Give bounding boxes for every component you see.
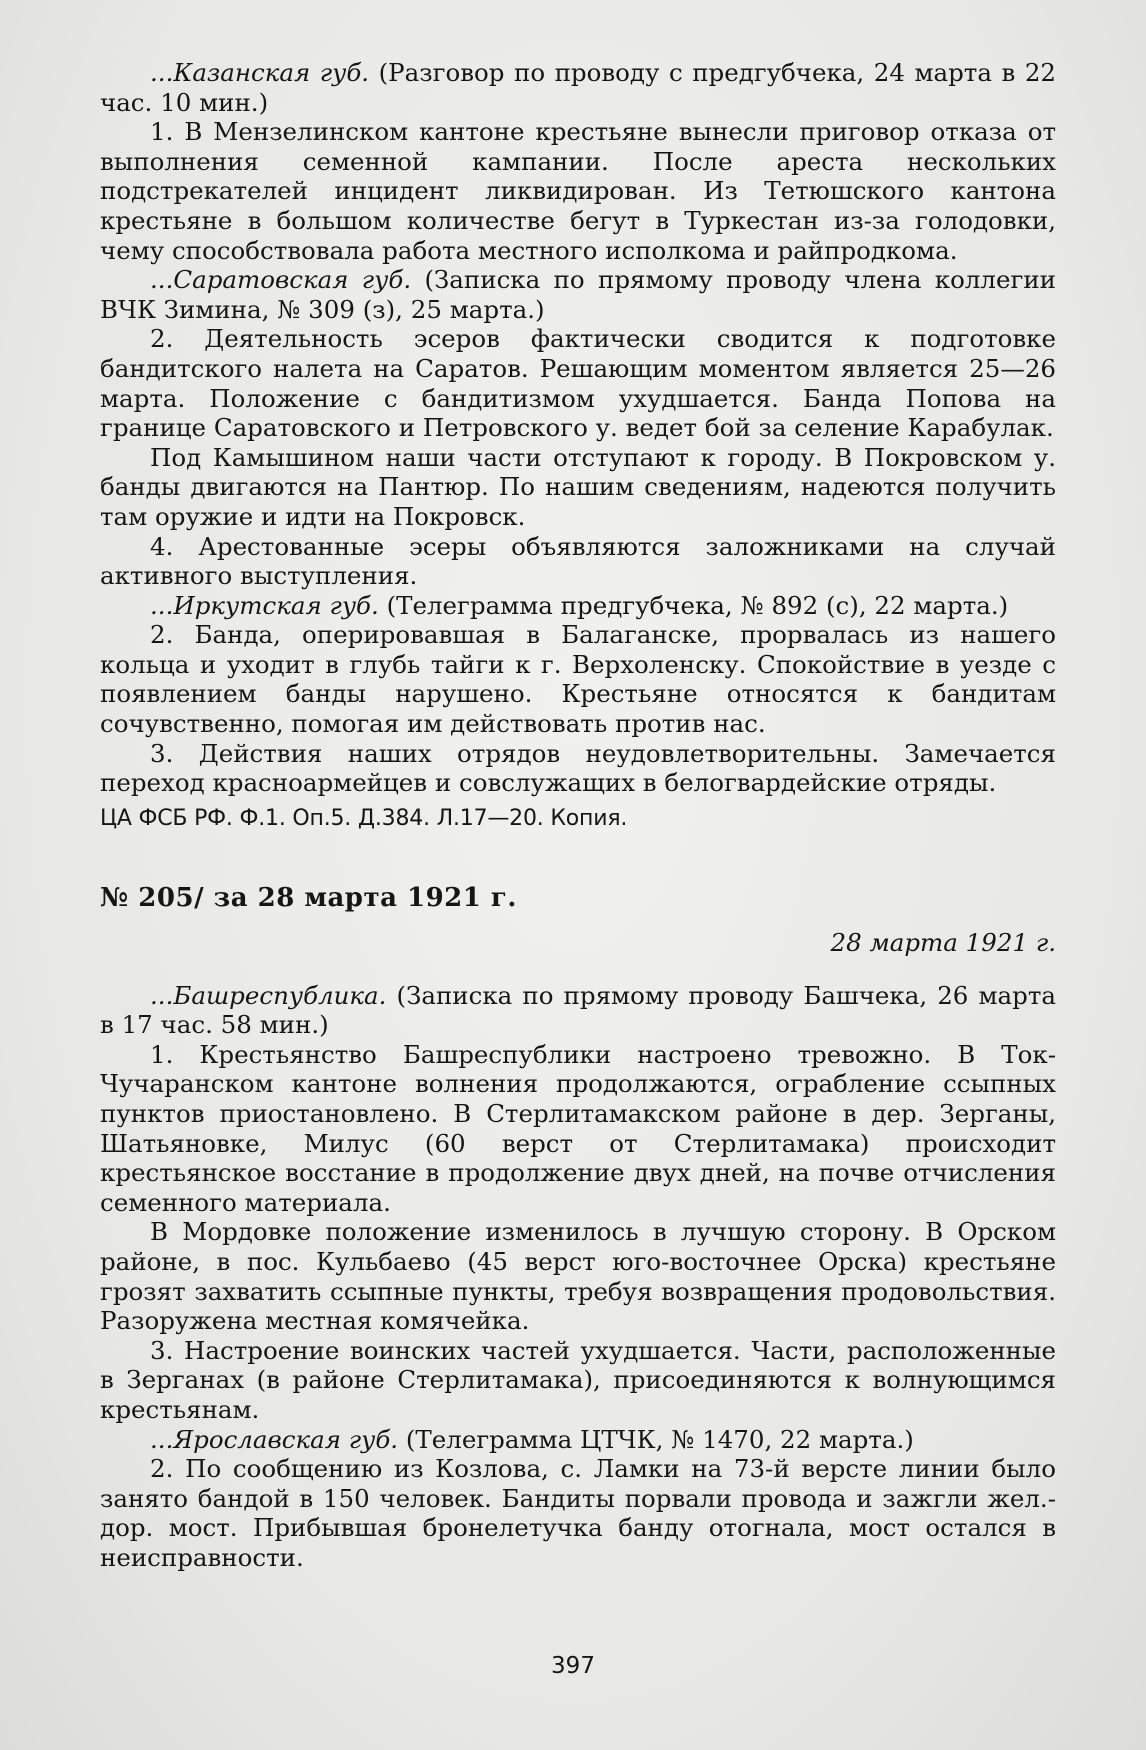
region-name: ...Казанская губ. <box>150 58 370 87</box>
lead-details: (Разговор по проводу с предгубчека, 24 марта в 22 час. 10 мин.) <box>100 58 1056 117</box>
region-name: ...Саратовская губ. <box>150 265 412 295</box>
bashrep-lead <box>100 981 1056 1040</box>
paragraph: 3. Действия наших отрядов неудовлетворительны. Замечается переход красноармейцев и совслужащих в белогвардейские отряды. <box>100 738 1056 798</box>
region-name: ...Ярославская губ. <box>150 1424 399 1454</box>
yaroslavl-lead <box>100 1425 1056 1455</box>
archive-source: ЦА ФСБ РФ. Ф.1. Оп.5. Д.384. Л.17—20. Копия. <box>100 805 628 831</box>
paragraph: Под Камышином наши части отступают к городу. В Покровском у. банды двигаются на Пантюр. По нашим сведениям, надеются получить там оружие и идти на Покровск. <box>100 442 1056 531</box>
saratov-lead <box>100 265 1056 324</box>
page-number: 397 <box>551 1653 595 1679</box>
lead-details: (Записка по прямому проводу Башчека, 26 марта в 17 час. 58 мин.) <box>100 980 1056 1040</box>
document-body <box>100 58 1056 1573</box>
document-date: 28 марта 1921 г. <box>830 928 1056 958</box>
document-title: № 205/ за 28 марта 1921 г. <box>100 883 517 914</box>
lead-details: (Записка по прямому проводу члена коллегии ВЧК Зимина, № 309 (з), 25 марта.) <box>100 265 1056 324</box>
paragraph: 2. Банда, оперировавшая в Балаганске, прорвалась из нашего кольца и уходит в глубь тайги к г. Верхоленску. Спокойствие в уезде с появлением банды нарушено. Крестьяне относятся к бандитам сочувственно, помогая им действовать против нас. <box>100 620 1056 739</box>
irkutsk-lead <box>100 591 1056 621</box>
kazan-lead <box>100 58 1056 117</box>
lead-details: (Телеграмма предгубчека, № 892 (с), 22 марта.) <box>378 590 1009 620</box>
paragraph: 1. В Мензелинском кантоне крестьяне вынесли приговор отказа от выполнения семенной кампании. После ареста нескольких подстрекателей инцидент ликвидирован. Из Тетюшского кантона крестьяне в большом количестве бегут в Туркестан из-за голодовки, чему способствовала работа местного исполкома и райпродкома. <box>100 117 1056 265</box>
paragraph: В Мордовке положение изменилось в лучшую сторону. В Орском районе, в пос. Кульбаево (45 верст юго-восточнее Орска) крестьяне грозят захватить ссыпные пункты, требуя возвращения продовольствия. Разоружена местная комячейка. <box>100 1217 1056 1336</box>
paragraph: 1. Крестьянство Башреспублики настроено тревожно. В Ток-Чучаранском кантоне волнения продолжаются, ограбление ссыпных пунктов приостановлено. В Стерлитамакском районе в дер. Зерганы, Шатьяновке, Милус (60 верст от Стерлитамака) происходит крестьянское восстание в продолжение двух дней, на почве отчисления семенного материала. <box>100 1039 1056 1217</box>
paragraph: 2. Деятельность эсеров фактически сводится к подготовке бандитского налета на Саратов. Решающим моментом является 25—26 марта. Положение с бандитизмом ухудшается. Банда Попова на границе Саратовского и Петровского у. ведет бой за селение Карабулак. <box>100 324 1056 443</box>
region-name: ...Башреспублика. <box>150 980 387 1010</box>
paragraph: 4. Арестованные эсеры объявляются заложниками на случай активного выступления. <box>100 531 1056 591</box>
paragraph: 3. Настроение воинских частей ухудшается. Части, расположенные в Зерганах (в районе Стерлитамака), присоединяются к волнующимся крестьянам. <box>100 1335 1056 1424</box>
paragraph: 2. По сообщению из Козлова, с. Ламки на 73-й версте линии было занято бандой в 150 человек. Бандиты порвали провода и зажгли жел.-дор. мост. Прибывшая бронелетучка банду отогнала, мост остался в неисправности. <box>100 1454 1056 1572</box>
region-name: ...Иркутская губ. <box>150 590 379 620</box>
lead-details: (Телеграмма ЦТЧК, № 1470, 22 марта.) <box>398 1424 914 1454</box>
